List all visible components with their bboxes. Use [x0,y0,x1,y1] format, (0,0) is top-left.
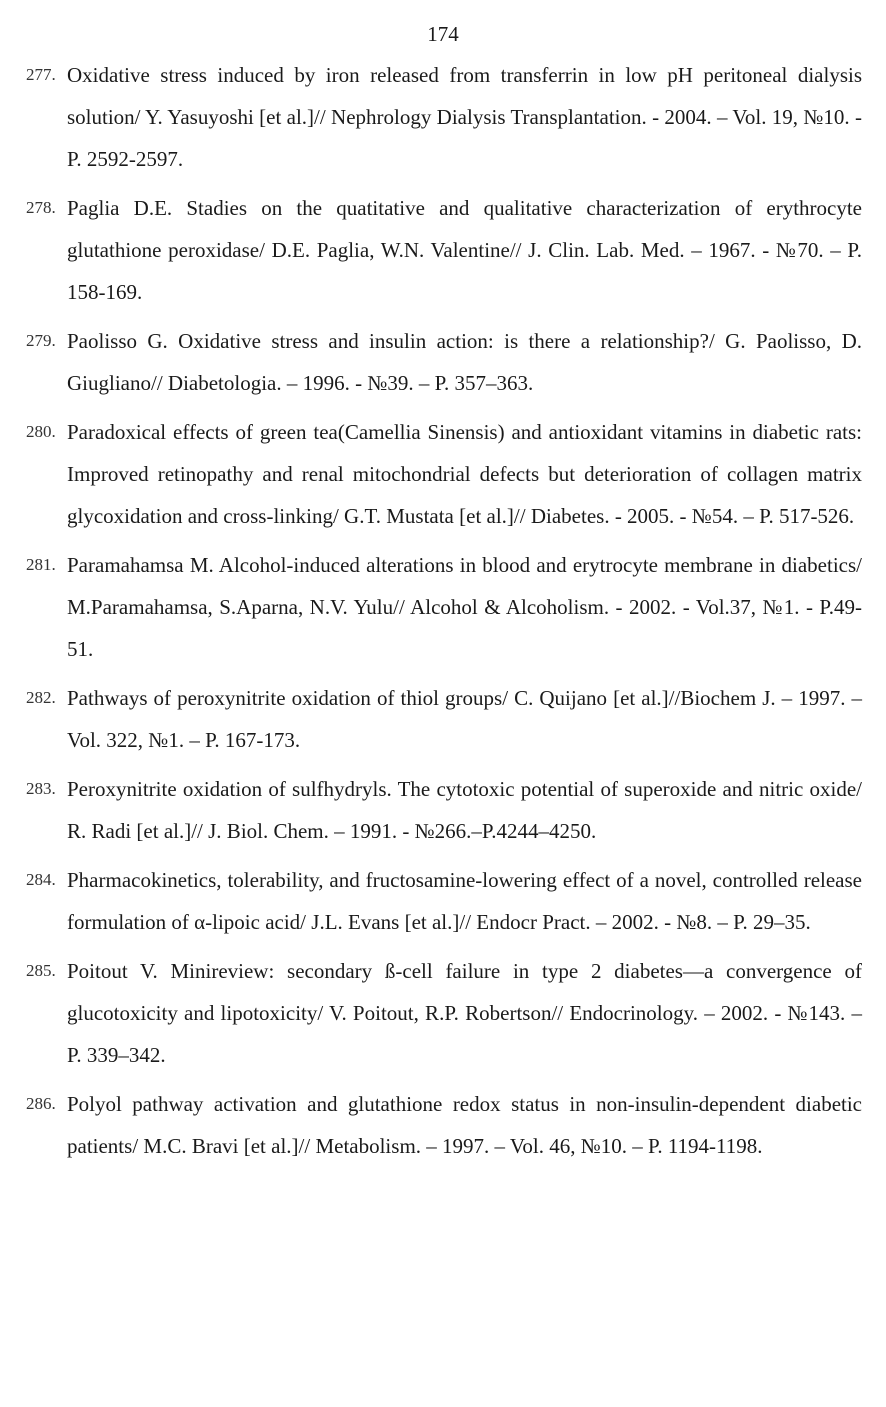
reference-number: 279. [26,331,56,350]
reference-number: 284. [26,870,56,889]
reference-item [26,1083,862,1167]
reference-number: 280. [26,422,56,441]
reference-item [26,859,862,943]
reference-number: 278. [26,198,56,217]
reference-item [26,950,862,1076]
reference-item [26,544,862,670]
reference-number: 285. [26,961,56,980]
page-number: 174 [427,22,459,46]
reference-text: Poitout V. Minireview: secondary ß-cell failure in type 2 diabetes—a convergence of glucotoxicity and lipotoxicity/ V. Poitout, R.P. Robertson// Endocrinology. – 2002. - №143. – P. 339–342. [67,959,862,1067]
reference-text: Paramahamsa M. Alcohol-induced alterations in blood and erytrocyte membrane in diabetics/ M.Paramahamsa, S.Aparna, N.V. Yulu// Alcohol & Alcoholism. - 2002. - Vol.37, №1. - P.49-51. [67,553,862,661]
reference-list [26,54,862,1174]
reference-number: 283. [26,779,56,798]
reference-number: 281. [26,555,56,574]
reference-item [26,768,862,852]
reference-item [26,187,862,313]
reference-number: 282. [26,688,56,707]
reference-text: Pathways of peroxynitrite oxidation of thiol groups/ C. Quijano [et al.]//Biochem J. – 1997. – Vol. 322, №1. – P. 167-173. [67,686,862,752]
reference-text: Polyol pathway activation and glutathione redox status in non-insulin-dependent diabetic patients/ M.C. Bravi [et al.]// Metabolism. – 1997. – Vol. 46, №10. – P. 1194-1198. [67,1092,862,1158]
reference-text: Paglia D.E. Stadies on the quatitative and qualitative characterization of erythrocyte glutathione peroxidase/ D.E. Paglia, W.N. Valentine// J. Clin. Lab. Med. – 1967. - №70. – P. 158-169. [67,196,862,304]
reference-text: Pharmacokinetics, tolerability, and fructosamine-lowering effect of a novel, controlled release formulation of α-lipoic acid/ J.L. Evans [et al.]// Endocr Pract. – 2002. - №8. – P. 29–35. [67,868,862,934]
reference-text: Oxidative stress induced by iron released from transferrin in low pH peritoneal dialysis solution/ Y. Yasuyoshi [et al.]// Nephrology Dialysis Transplantation. - 2004. – Vol. 19, №10. - P. 2592-2597. [67,63,862,171]
reference-number: 277. [26,65,56,84]
reference-text: Peroxynitrite oxidation of sulfhydryls. The cytotoxic potential of superoxide and nitric oxide/ R. Radi [et al.]// J. Biol. Chem. – 1991. - №266.–P.4244–4250. [67,777,862,843]
reference-item [26,411,862,537]
reference-item [26,54,862,180]
reference-text: Paradoxical effects of green tea(Camellia Sinensis) and antioxidant vitamins in diabetic rats: Improved retinopathy and renal mitochondrial defects but deterioration of collagen matrix glycoxidation and cross-linking/ G.T. Mustata [et al.]// Diabetes. - 2005. - №54. – P. 517-526. [67,420,862,528]
reference-number: 286. [26,1094,56,1113]
reference-item [26,677,862,761]
reference-item [26,320,862,404]
reference-text: Paolisso G. Oxidative stress and insulin action: is there a relationship?/ G. Paolisso, D. Giugliano// Diabetologia. – 1996. - №39. – P. 357–363. [67,329,862,395]
